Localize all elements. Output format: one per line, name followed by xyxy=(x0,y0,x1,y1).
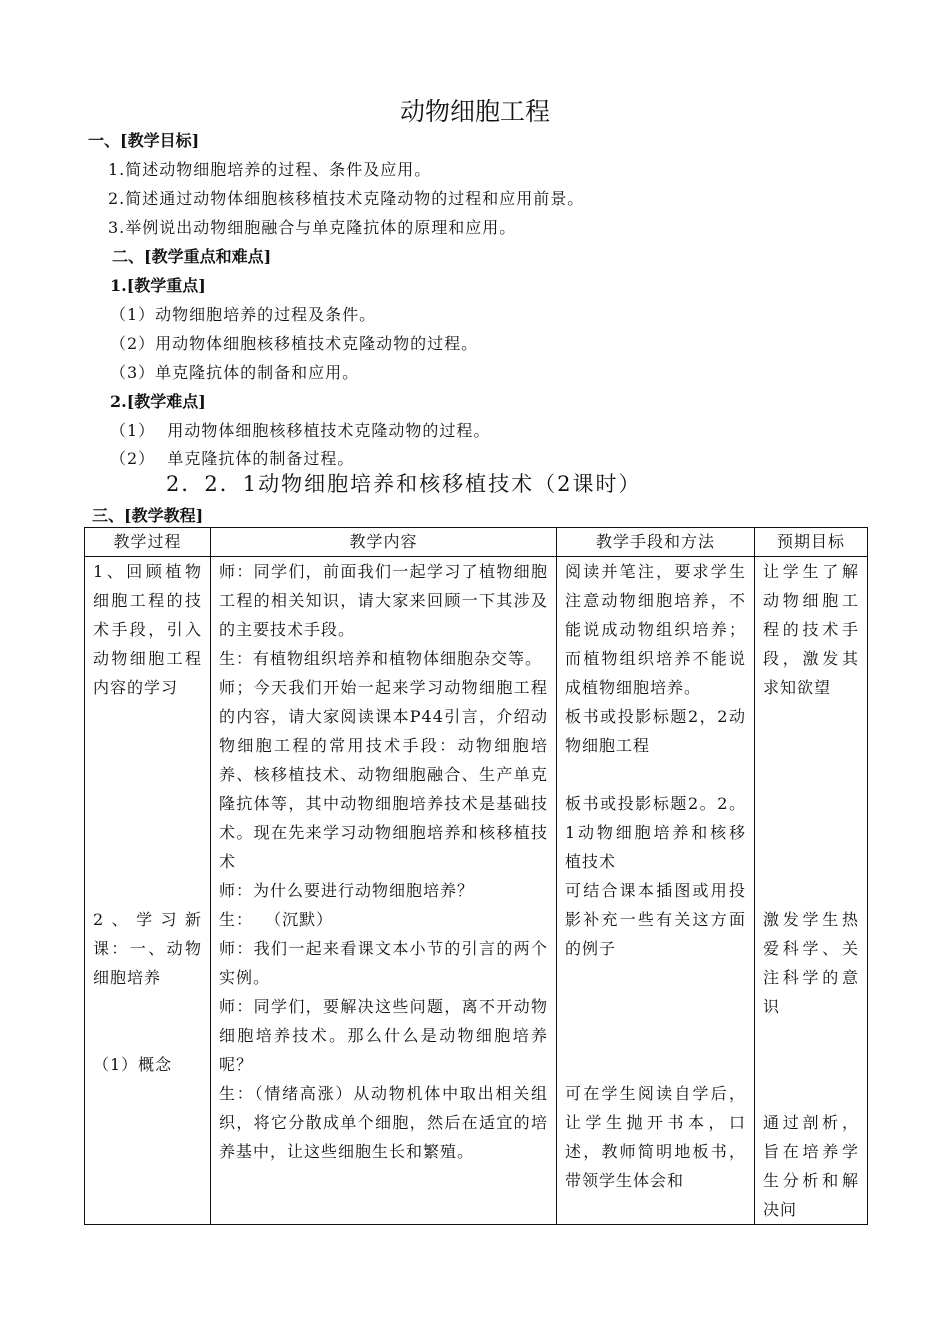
goal-note: 通过剖析，旨在培养学生分析和解决问 xyxy=(763,1113,859,1219)
method-note: 板书或投影标题2，2动物细胞工程 xyxy=(565,707,746,755)
method-cell xyxy=(557,557,755,1225)
method-note: 阅读并笔注，要求学生注意动物细胞培养，不能说成动物组织培养；而植物组织培养不能说成植物细胞培养。 xyxy=(565,562,746,697)
content-cell xyxy=(211,557,557,1225)
key-point-item: （2）用动物体细胞核移植技术克隆动物的过程。 xyxy=(110,334,479,353)
dialogue-line: 师：我们一起来看课文本小节的引言的两个实例。 xyxy=(219,939,548,987)
goal-cell xyxy=(755,557,868,1225)
objective-item: 2.简述通过动物体细胞核移植技术克隆动物的过程和应用前景。 xyxy=(108,189,585,208)
dialogue-line: 师：为什么要进行动物细胞培养？ xyxy=(219,881,475,900)
difficult-point-item: （1） 用动物体细胞核移植技术克隆动物的过程。 xyxy=(110,421,491,440)
lesson-plan-table xyxy=(84,527,868,1225)
dialogue-line: 生：（情绪高涨）从动物机体中取出相关组织，将它分散成单个细胞，然后在适宜的培养基中，让这些细胞生长和繁殖。 xyxy=(219,1084,548,1161)
header-method: 教学手段和方法 xyxy=(557,528,755,557)
section-process-heading: 三、[教学教程] xyxy=(92,506,204,525)
dialogue-line: 师：同学们，前面我们一起学习了植物细胞工程的相关知识，请大家来回顾一下其涉及的主要技术手段。 xyxy=(219,562,548,639)
header-content: 教学内容 xyxy=(211,528,557,557)
objective-item: 1.简述动物细胞培养的过程、条件及应用。 xyxy=(108,160,432,179)
header-goal: 预期目标 xyxy=(755,528,868,557)
process-step: （1）概念 xyxy=(93,1055,173,1074)
process-step: 1、回顾植物细胞工程的技术手段，引入动物细胞工程内容的学习 xyxy=(93,562,202,697)
key-point-item: （3）单克隆抗体的制备和应用。 xyxy=(110,363,360,382)
dialogue-line: 生：有植物组织培养和植物体细胞杂交等。 xyxy=(219,649,543,668)
header-process: 教学过程 xyxy=(85,528,211,557)
method-note: 板书或投影标题2。2。1动物细胞培养和核移植技术 xyxy=(565,794,746,871)
table-header-row xyxy=(85,528,868,557)
dialogue-line: 师：同学们，要解决这些问题，离不开动物细胞培养技术。那么什么是动物细胞培养呢？ xyxy=(219,997,548,1074)
difficult-points-heading: 2.[教学难点] xyxy=(110,392,206,411)
page-title: 动物细胞工程 xyxy=(399,97,550,126)
method-note: 可结合课本插图或用投影补充一些有关这方面的例子 xyxy=(565,881,746,958)
dialogue-line: 生： （沉默） xyxy=(219,910,334,929)
section-objectives-heading: 一、[教学目标] xyxy=(88,131,200,150)
key-point-item: （1）动物细胞培养的过程及条件。 xyxy=(110,305,377,324)
method-note: 可在学生阅读自学后，让学生抛开书本，口述，教师简明地板书，带领学生体会和 xyxy=(565,1084,746,1190)
table-row xyxy=(85,557,868,1225)
goal-note: 让学生了解动物细胞工程的技术手段，激发其求知欲望 xyxy=(763,562,859,697)
section-key-difficult-heading: 二、[教学重点和难点] xyxy=(112,247,272,266)
key-points-heading: 1.[教学重点] xyxy=(110,276,206,295)
dialogue-line: 师；今天我们开始一起来学习动物细胞工程的内容，请大家阅读课本P44引言，介绍动物细胞工程的常用技术手段：动物细胞培养、核移植技术、动物细胞融合、生产单克隆抗体等，其中动物细胞培养技术是基础技术。现在先来学习动物细胞培养和核移植技术 xyxy=(219,678,548,871)
process-step: 2、学习新课：一、动物细胞培养 xyxy=(93,910,202,987)
objective-item: 3.举例说出动物细胞融合与单克隆抗体的原理和应用。 xyxy=(108,218,517,237)
lesson-title: 2．2．1动物细胞培养和核移植技术（2课时） xyxy=(166,472,642,496)
goal-note: 激发学生热爱科学、关注科学的意识 xyxy=(763,910,859,1016)
difficult-point-item: （2） 单克隆抗体的制备过程。 xyxy=(110,449,355,468)
process-cell xyxy=(85,557,211,1225)
